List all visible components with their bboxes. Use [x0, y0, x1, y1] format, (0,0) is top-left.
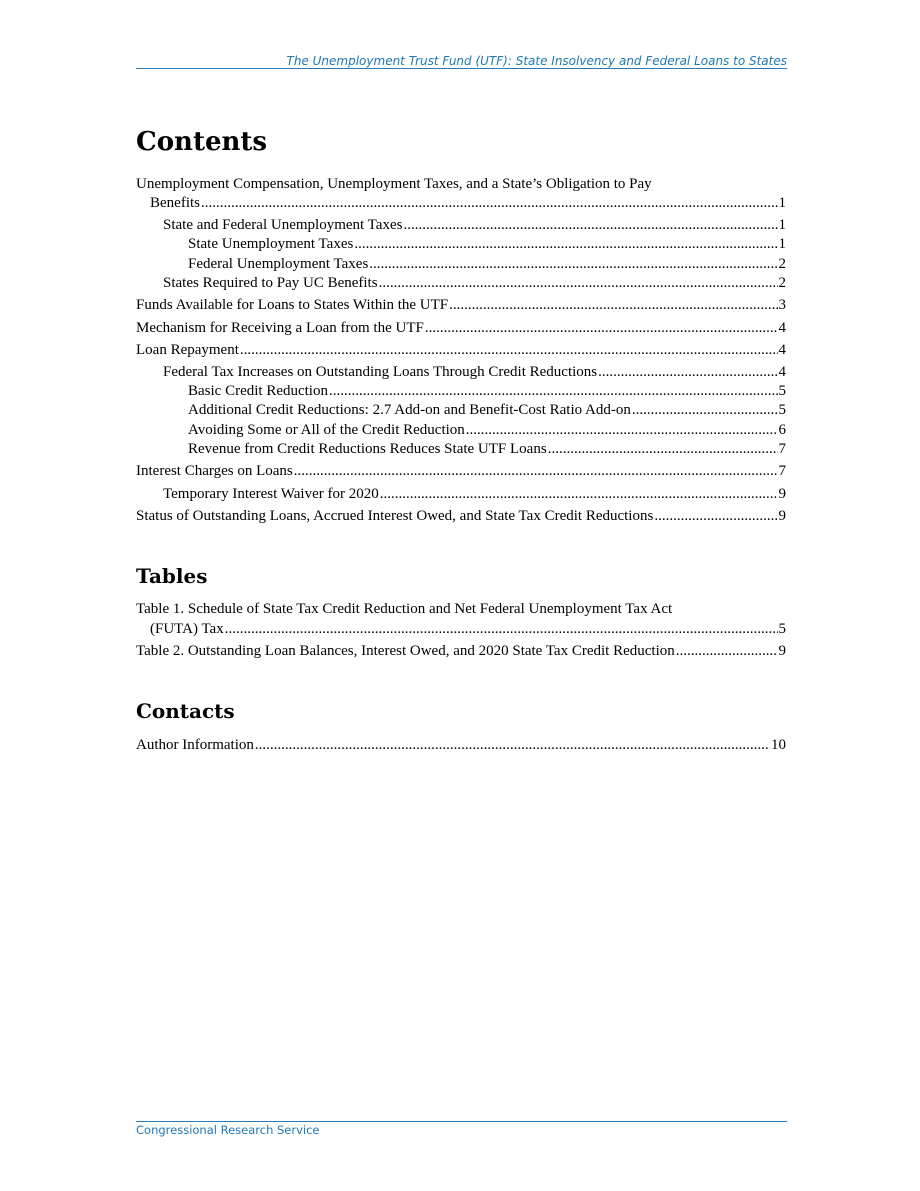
- toc-entry[interactable]: [136, 507, 786, 525]
- toc-entry-text: Temporary Interest Waiver for 2020: [163, 486, 379, 502]
- dot-leader: [379, 274, 778, 292]
- dot-leader: [369, 255, 777, 273]
- toc-page-number: 1: [778, 195, 786, 211]
- toc-page-number: 7: [778, 463, 786, 479]
- toc-entry[interactable]: [188, 440, 786, 458]
- toc-entry[interactable]: [136, 642, 786, 660]
- toc-entry-text: Table 2. Outstanding Loan Balances, Interest Owed, and 2020 State Tax Credit Reduction: [136, 643, 675, 659]
- toc-page-number: 5: [778, 621, 786, 637]
- toc-page-number: 9: [778, 508, 786, 524]
- toc-page-number: 6: [778, 422, 786, 438]
- toc-entry-text: Status of Outstanding Loans, Accrued Interest Owed, and State Tax Credit Reductions: [136, 508, 654, 524]
- dot-leader: [632, 401, 778, 419]
- dot-leader: [354, 235, 777, 253]
- dot-leader: [449, 296, 777, 314]
- toc-entry[interactable]: [188, 421, 786, 439]
- contacts-heading: Contacts: [136, 699, 235, 723]
- toc-entry-text: Avoiding Some or All of the Credit Reduction: [188, 422, 465, 438]
- toc-page-number: 5: [778, 383, 786, 399]
- dot-leader: [240, 341, 778, 359]
- toc-page-number: 1: [778, 236, 786, 252]
- tables-heading: Tables: [136, 564, 208, 588]
- toc-entry-text[interactable]: Unemployment Compensation, Unemployment Taxes, and a State’s Obligation to Pay: [136, 176, 652, 192]
- dot-leader: [380, 485, 778, 503]
- toc-entry-text: States Required to Pay UC Benefits: [163, 275, 378, 291]
- toc-entry-text: Mechanism for Receiving a Loan from the UTF: [136, 320, 424, 336]
- toc-entry[interactable]: [136, 736, 786, 754]
- dot-leader: [654, 507, 777, 525]
- dot-leader: [294, 462, 778, 480]
- toc-entry-text: Benefits: [150, 195, 200, 211]
- toc-entry[interactable]: [163, 274, 786, 292]
- toc-entry-text: Loan Repayment: [136, 342, 239, 358]
- toc-page-number: 10: [771, 737, 786, 753]
- toc-entry[interactable]: [136, 462, 786, 480]
- dot-leader: [425, 319, 778, 337]
- dot-leader: [255, 736, 770, 754]
- toc-page-number: 2: [778, 256, 786, 272]
- toc-page-number: 2: [778, 275, 786, 291]
- footer-rule: [136, 1121, 787, 1122]
- running-header: The Unemployment Trust Fund (UTF): State Insolvency and Federal Loans to States: [286, 54, 787, 68]
- dot-leader: [598, 363, 777, 381]
- toc-page-number: 1: [778, 217, 786, 233]
- toc-entry[interactable]: [136, 296, 786, 314]
- toc-page-number: 4: [778, 342, 786, 358]
- toc-page-number: 9: [778, 643, 786, 659]
- dot-leader: [676, 642, 778, 660]
- dot-leader: [548, 440, 778, 458]
- toc-entry[interactable]: [163, 216, 786, 234]
- toc-entry-text: Federal Unemployment Taxes: [188, 256, 369, 272]
- toc-entry-text: Basic Credit Reduction: [188, 383, 328, 399]
- dot-leader: [329, 382, 778, 400]
- dot-leader: [403, 216, 777, 234]
- toc-entry[interactable]: [150, 194, 786, 212]
- toc-page-number: 4: [778, 320, 786, 336]
- toc-page-number: 4: [778, 364, 786, 380]
- toc-entry[interactable]: [188, 382, 786, 400]
- toc-entry-text: (FUTA) Tax: [150, 621, 224, 637]
- dot-leader: [466, 421, 778, 439]
- toc-entry-text: State Unemployment Taxes: [188, 236, 354, 252]
- toc-page-number: 3: [778, 297, 786, 313]
- toc-entry-text: Additional Credit Reductions: 2.7 Add-on and Benefit-Cost Ratio Add-on: [188, 402, 631, 418]
- toc-entry-text: State and Federal Unemployment Taxes: [163, 217, 403, 233]
- toc-entry[interactable]: [136, 319, 786, 337]
- toc-entry[interactable]: [188, 235, 786, 253]
- toc-entry-text: Author Information: [136, 737, 254, 753]
- toc-entry-text: Interest Charges on Loans: [136, 463, 293, 479]
- header-rule: [136, 68, 787, 69]
- dot-leader: [225, 620, 778, 638]
- toc-entry[interactable]: [136, 341, 786, 359]
- footer-publisher: Congressional Research Service: [136, 1123, 320, 1137]
- toc-entry-text: Revenue from Credit Reductions Reduces State UTF Loans: [188, 441, 547, 457]
- toc-entry-text: Funds Available for Loans to States Within the UTF: [136, 297, 449, 313]
- dot-leader: [201, 194, 778, 212]
- toc-entry-text: Federal Tax Increases on Outstanding Loans Through Credit Reductions: [163, 364, 598, 380]
- toc-entry[interactable]: [163, 485, 786, 503]
- toc-page-number: 9: [778, 486, 786, 502]
- toc-entry[interactable]: [188, 401, 786, 419]
- contents-heading: Contents: [136, 127, 268, 157]
- toc-page-number: 5: [778, 402, 786, 418]
- toc-entry[interactable]: [163, 363, 786, 381]
- toc-entry-text[interactable]: Table 1. Schedule of State Tax Credit Reduction and Net Federal Unemployment Tax Act: [136, 601, 673, 617]
- toc-page-number: 7: [778, 441, 786, 457]
- toc-entry[interactable]: [150, 620, 786, 638]
- toc-entry[interactable]: [188, 255, 786, 273]
